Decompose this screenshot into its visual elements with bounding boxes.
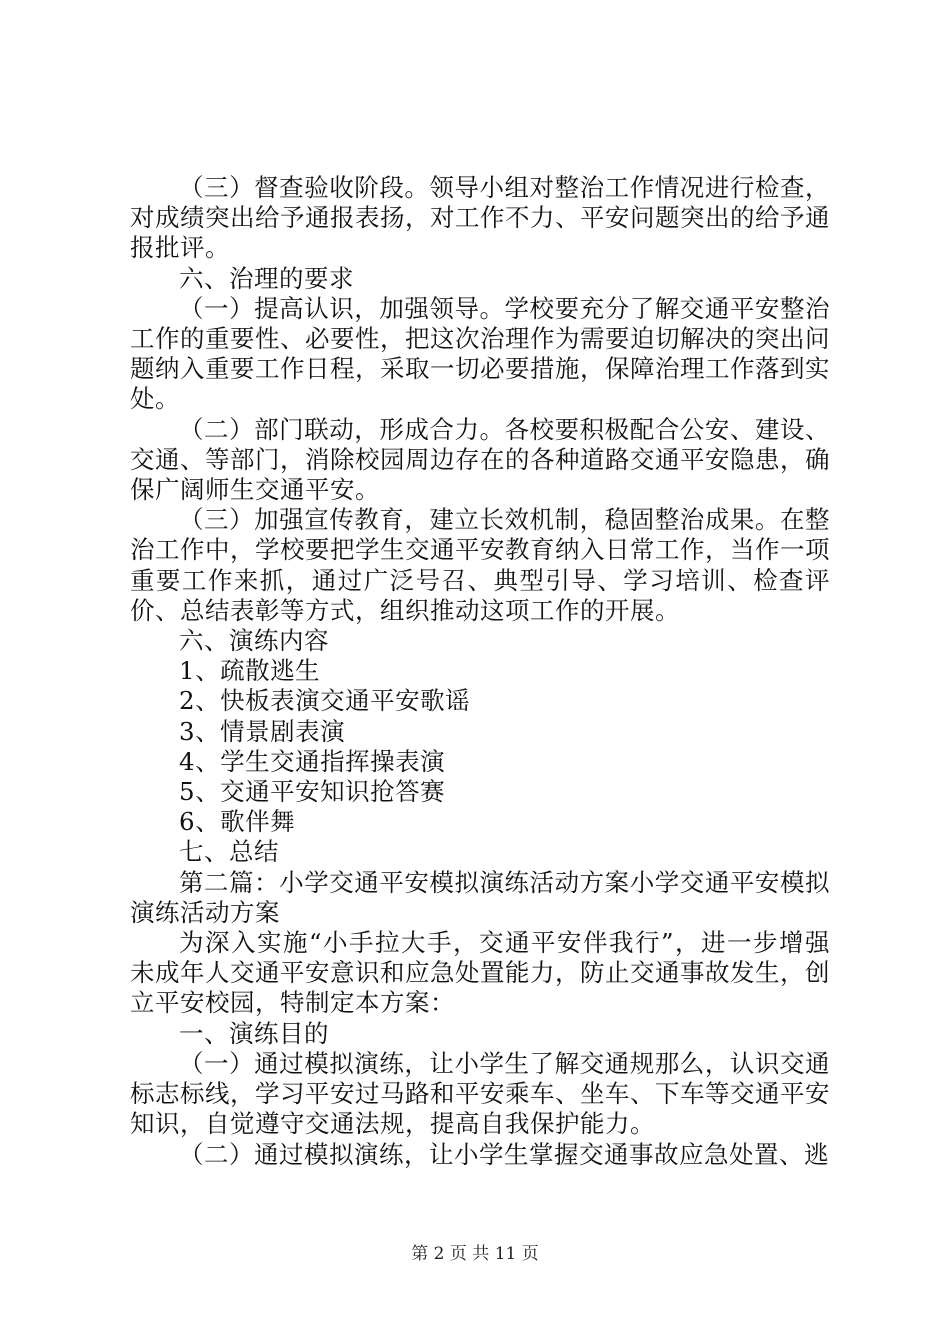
document-body bbox=[130, 173, 830, 1170]
list-item-quiz: 5、交通平安知识抢答赛 bbox=[179, 777, 446, 807]
paragraph-strengthen-education: （三）加强宣传教育，建立长效机制，稳固整治成果。在整治工作中，学校要把学生交通平安教育纳入日常工作，当作一项重要工作来抓，通过广泛号召、典型引导、学习培训、检查评价、总结表彰等方式，组织推动这项工作的开展。 bbox=[130, 505, 830, 625]
list-item-evacuation: 1、疏散逃生 bbox=[179, 656, 321, 686]
list-item-song-dance: 6、歌伴舞 bbox=[179, 807, 296, 837]
paragraph-introduction: 为深入实施“小手拉大手，交通平安伴我行”，进一步增强未成年人交通平安意识和应急处置能力，防止交通事故发生，创立平安校园，特制定本方案： bbox=[130, 928, 830, 1018]
paragraph-purpose-one: （一）通过模拟演练，让小学生了解交通规那么，认识交通标志标线，学习平安过马路和平安乘车、坐车、下车等交通平安知识，自觉遵守交通法规，提高自我保护能力。 bbox=[130, 1048, 830, 1139]
paragraph-supervision-stage: （三）督查验收阶段。领导小组对整治工作情况进行检查，对成绩突出给予通报表扬，对工作不力、平安问题突出的给予通报批评。 bbox=[130, 173, 830, 263]
heading-drill-content: 六、演练内容 bbox=[179, 626, 329, 656]
paragraph-department-linkage: （二）部门联动，形成合力。各校要积极配合公安、建设、交通、等部门，消除校园周边存在的各种道路交通平安隐患，确保广阔师生交通平安。 bbox=[130, 414, 830, 505]
list-item-traffic-command: 4、学生交通指挥操表演 bbox=[179, 746, 446, 776]
paragraph-purpose-two: （二）通过模拟演练，让小学生掌握交通事故应急处置、逃 bbox=[179, 1139, 829, 1169]
heading-drill-purpose: 一、演练目的 bbox=[179, 1018, 329, 1048]
heading-second-article: 第二篇：小学交通平安模拟演练活动方案小学交通平安模拟演练活动方案 bbox=[130, 867, 830, 927]
heading-governance-requirements: 六、治理的要求 bbox=[179, 263, 354, 293]
paragraph-raise-awareness: （一）提高认识，加强领导。学校要充分了解交通平安整治工作的重要性、必要性，把这次治理作为需要迫切解决的突出问题纳入重要工作日程，采取一切必要措施，保障治理工作落到实处。 bbox=[130, 293, 830, 414]
page-number-footer: 第 2 页 共 11 页 bbox=[411, 1244, 539, 1264]
heading-summary: 七、总结 bbox=[179, 837, 279, 867]
list-item-sketch: 3、情景剧表演 bbox=[179, 716, 346, 746]
list-item-clapper-talk: 2、快板表演交通平安歌谣 bbox=[179, 686, 471, 716]
